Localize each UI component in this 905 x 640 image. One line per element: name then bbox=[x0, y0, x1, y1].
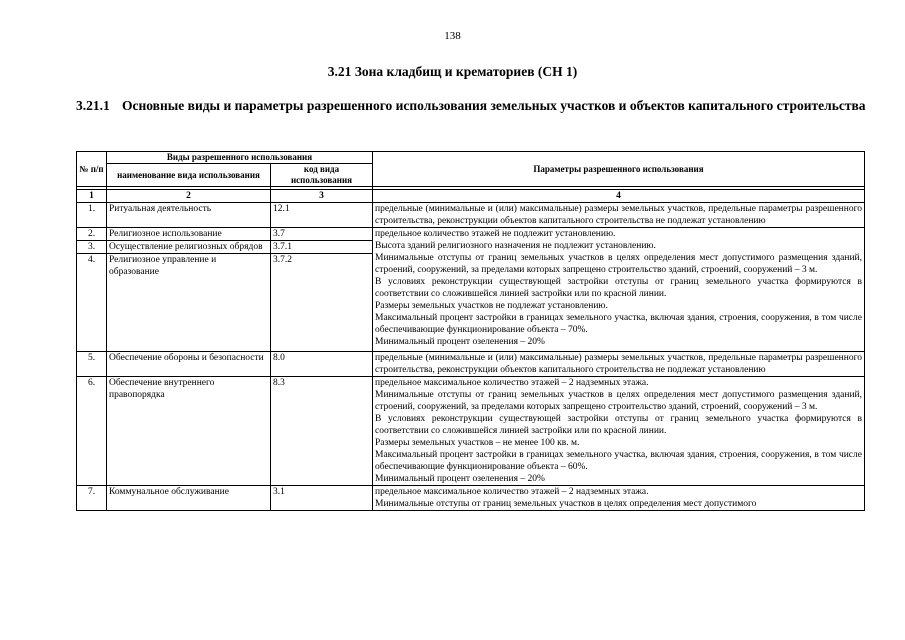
table-header-row bbox=[77, 152, 865, 164]
param-line: предельные (минимальные и (или) максимальные) размеры земельных участков, предельные параметры разрешенного строительства, реконструкции объектов капитального строительства не подлежат установлению bbox=[375, 353, 862, 375]
header-params: Параметры разрешенного использования bbox=[373, 152, 865, 187]
param-line: Высота зданий религиозного назначения не подлежит установлению. bbox=[375, 241, 656, 251]
row-name: Обеспечение обороны и безопасности bbox=[107, 352, 271, 377]
page-number: 138 bbox=[444, 30, 461, 42]
subsection-heading bbox=[76, 98, 876, 114]
column-numbers-row bbox=[77, 190, 865, 203]
row-number: 2. bbox=[77, 228, 107, 241]
param-line: Минимальные отступы от границ земельных участков в целях определения мест допустимого размещения зданий, строений, сооружений, за пределами которых запрещено строительство зданий, строений, сооружений – 3 м. bbox=[375, 253, 862, 275]
param-line: предельные (минимальные и (или) максимальные) размеры земельных участков, предельные параметры разрешенного строительства, реконструкции объектов капитального строительства не подлежат установлению bbox=[375, 204, 862, 226]
param-line: Максимальный процент застройки в границах земельного участка, включая здания, строения, сооружения, в том числе обеспечивающие функционирование объекта – 70%. bbox=[375, 313, 862, 335]
header-code: код вида использования bbox=[271, 164, 373, 187]
param-line: Минимальный процент озеленения – 20% bbox=[375, 337, 545, 347]
subsection-title: Основные виды и параметры разрешенного использования земельных участков и объектов капитального строительства bbox=[122, 98, 866, 113]
regulation-table bbox=[76, 151, 865, 511]
row-code: 8.3 bbox=[271, 377, 373, 486]
param-line: Размеры земельных участков – не менее 100 кв. м. bbox=[375, 438, 580, 448]
row-name: Коммунальное обслуживание bbox=[107, 486, 271, 511]
row-name: Ритуальная деятельность bbox=[107, 203, 271, 228]
param-line: В условиях реконструкции существующей застройки отступы от границ земельного участка формируются в соответствии со сложившейся линией застройки или по красной линии. bbox=[375, 277, 862, 299]
row-code: 3.1 bbox=[271, 486, 373, 511]
table-row bbox=[77, 377, 865, 486]
param-line: Минимальные отступы от границ земельных участков в целях определения мест допустимого bbox=[375, 499, 757, 509]
row-params bbox=[373, 203, 865, 228]
header-num: № п/п bbox=[77, 152, 107, 187]
row-params bbox=[373, 352, 865, 377]
row-code: 3.7.1 bbox=[271, 241, 373, 254]
row-params bbox=[373, 377, 865, 486]
row-number: 4. bbox=[77, 254, 107, 352]
param-line: Размеры земельных участков не подлежат установлению. bbox=[375, 301, 608, 311]
column-number: 3 bbox=[271, 190, 373, 203]
column-number: 2 bbox=[107, 190, 271, 203]
row-name: Религиозное управление и образование bbox=[107, 254, 271, 352]
row-code: 3.7.2 bbox=[271, 254, 373, 352]
param-line: Минимальный процент озеленения – 20% bbox=[375, 474, 545, 484]
row-code: 3.7 bbox=[271, 228, 373, 241]
row-params-shared bbox=[373, 228, 865, 352]
column-number: 1 bbox=[77, 190, 107, 203]
row-number: 6. bbox=[77, 377, 107, 486]
row-name: Религиозное использование bbox=[107, 228, 271, 241]
header-name: наименование вида использования bbox=[107, 164, 271, 187]
row-number: 3. bbox=[77, 241, 107, 254]
param-line: предельное максимальное количество этажей – 2 надземных этажа. bbox=[375, 378, 649, 388]
param-line: предельное максимальное количество этажей – 2 надземных этажа. bbox=[375, 487, 649, 497]
column-number: 4 bbox=[373, 190, 865, 203]
param-line: В условиях реконструкции существующей застройки отступы от границ земельного участка формируются в соответствии со сложившейся линией застройки или по красной линии. bbox=[375, 414, 862, 436]
section-title: 3.21 Зона кладбищ и крематориев (СН 1) bbox=[327, 64, 578, 79]
row-number: 7. bbox=[77, 486, 107, 511]
header-kinds-group: Виды разрешенного использования bbox=[107, 152, 373, 164]
param-line: Минимальные отступы от границ земельных участков в целях определения мест допустимого размещения зданий, строений, сооружений, за пределами которых запрещено строительство зданий, строений, сооружений – 3 м. bbox=[375, 390, 862, 412]
table-row bbox=[77, 486, 865, 511]
row-name: Обеспечение внутреннего правопорядка bbox=[107, 377, 271, 486]
row-number: 1. bbox=[77, 203, 107, 228]
table-row bbox=[77, 228, 865, 241]
row-name: Осуществление религиозных обрядов bbox=[107, 241, 271, 254]
row-code: 12.1 bbox=[271, 203, 373, 228]
param-line: Максимальный процент застройки в границах земельного участка, включая здания, строения, сооружения, в том числе обеспечивающие функционирование объекта – 60%. bbox=[375, 450, 862, 472]
subsection-number: 3.21.1 bbox=[76, 98, 110, 113]
row-params bbox=[373, 486, 865, 511]
table-row bbox=[77, 352, 865, 377]
row-code: 8.0 bbox=[271, 352, 373, 377]
param-line: предельное количество этажей не подлежит установлению. bbox=[375, 229, 616, 239]
table-row bbox=[77, 203, 865, 228]
row-number: 5. bbox=[77, 352, 107, 377]
